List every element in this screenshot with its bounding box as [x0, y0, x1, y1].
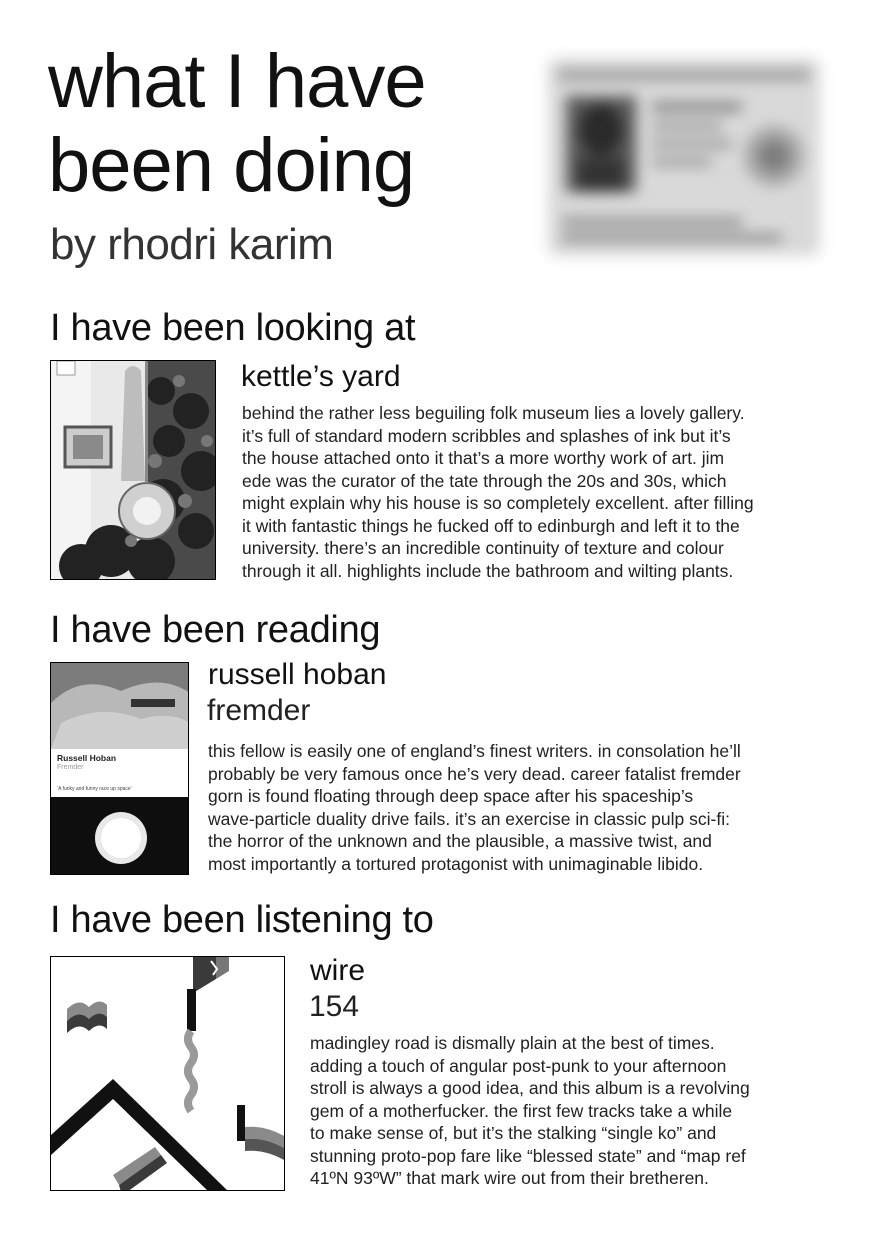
- body-line: through it all. highlights include the bathroom and wilting plants.: [242, 560, 734, 581]
- body-line: gorn is found floating through deep space after his spaceship’s: [208, 786, 694, 806]
- page-title: [48, 40, 426, 208]
- item-title-wire: wire: [310, 954, 366, 987]
- body-line: this fellow is easily one of england’s finest writers. in consolation he’ll: [208, 741, 741, 761]
- item-body-fremder: [208, 740, 838, 875]
- byline: by rhodri karim: [50, 220, 334, 269]
- cover-author: Russell Hoban: [57, 753, 117, 763]
- body-line: it’s full of standard modern scribbles and splashes of ink but it’s: [242, 425, 731, 446]
- body-line: the house attached onto it that’s a more worthy work of art. jim: [242, 448, 725, 468]
- cover-title: Fremder: [57, 764, 84, 771]
- body-line: it with fantastic things he fucked off to edinburgh and left it to the: [242, 515, 740, 536]
- body-line: to make sense of, but it’s the stalking “single ko” and: [310, 1123, 717, 1143]
- body-line: might explain why his house is so completely excellent. after filling: [242, 493, 754, 513]
- section-heading-reading: I have been reading: [50, 609, 381, 651]
- section-heading-listening: I have been listening to: [50, 899, 434, 941]
- body-line: 41ºN 93ºW” that mark wire out from their bretheren.: [310, 1168, 709, 1188]
- body-line: adding a touch of angular post-punk to your afternoon: [310, 1055, 727, 1076]
- body-line: stunning proto-pop fare like “blessed state” and “map ref: [310, 1145, 746, 1166]
- body-line: behind the rather less beguiling folk museum lies a lovely gallery.: [242, 403, 745, 423]
- wire-154-album-cover: [50, 956, 285, 1191]
- body-line: the horror of the unknown and the plausible, a massive twist, and: [208, 831, 712, 851]
- body-line: ede was the curator of the tate through the 20s and 30s, which: [242, 470, 727, 491]
- item-subtitle-fremder: fremder: [207, 694, 311, 727]
- body-line: stroll is always a good idea, and this album is a revolving: [310, 1078, 750, 1098]
- kettles-yard-photo: [50, 360, 216, 580]
- body-line: gem of a motherfucker. the first few tracks take a while: [310, 1100, 733, 1121]
- item-body-wire: [310, 1032, 850, 1190]
- cover-tagline: ‘A funky and funny race up space’: [57, 786, 132, 792]
- page-title-line-2: been doing: [48, 123, 415, 208]
- item-title-russell-hoban: russell hoban: [208, 658, 387, 691]
- item-body-kettles-yard: [242, 402, 842, 582]
- body-line: university. there’s an incredible continuity of texture and colour: [242, 538, 724, 558]
- item-title-kettles-yard: kettle’s yard: [241, 360, 401, 393]
- item-subtitle-154: 154: [309, 990, 360, 1023]
- body-line: most importantly a tortured protagonist with unimaginable libido.: [208, 853, 704, 874]
- body-line: madingley road is dismally plain at the best of times.: [310, 1033, 715, 1053]
- blurred-id-card-image: [548, 58, 820, 256]
- body-line: probably be very famous once he’s very dead. career fatalist fremder: [208, 763, 741, 784]
- page-title-line-1: what I have: [48, 39, 426, 124]
- section-heading-looking: I have been looking at: [50, 307, 416, 349]
- fremder-book-cover: [50, 662, 189, 875]
- body-line: wave-particle duality drive fails. it’s an exercise in classic pulp sci-fi:: [208, 808, 730, 829]
